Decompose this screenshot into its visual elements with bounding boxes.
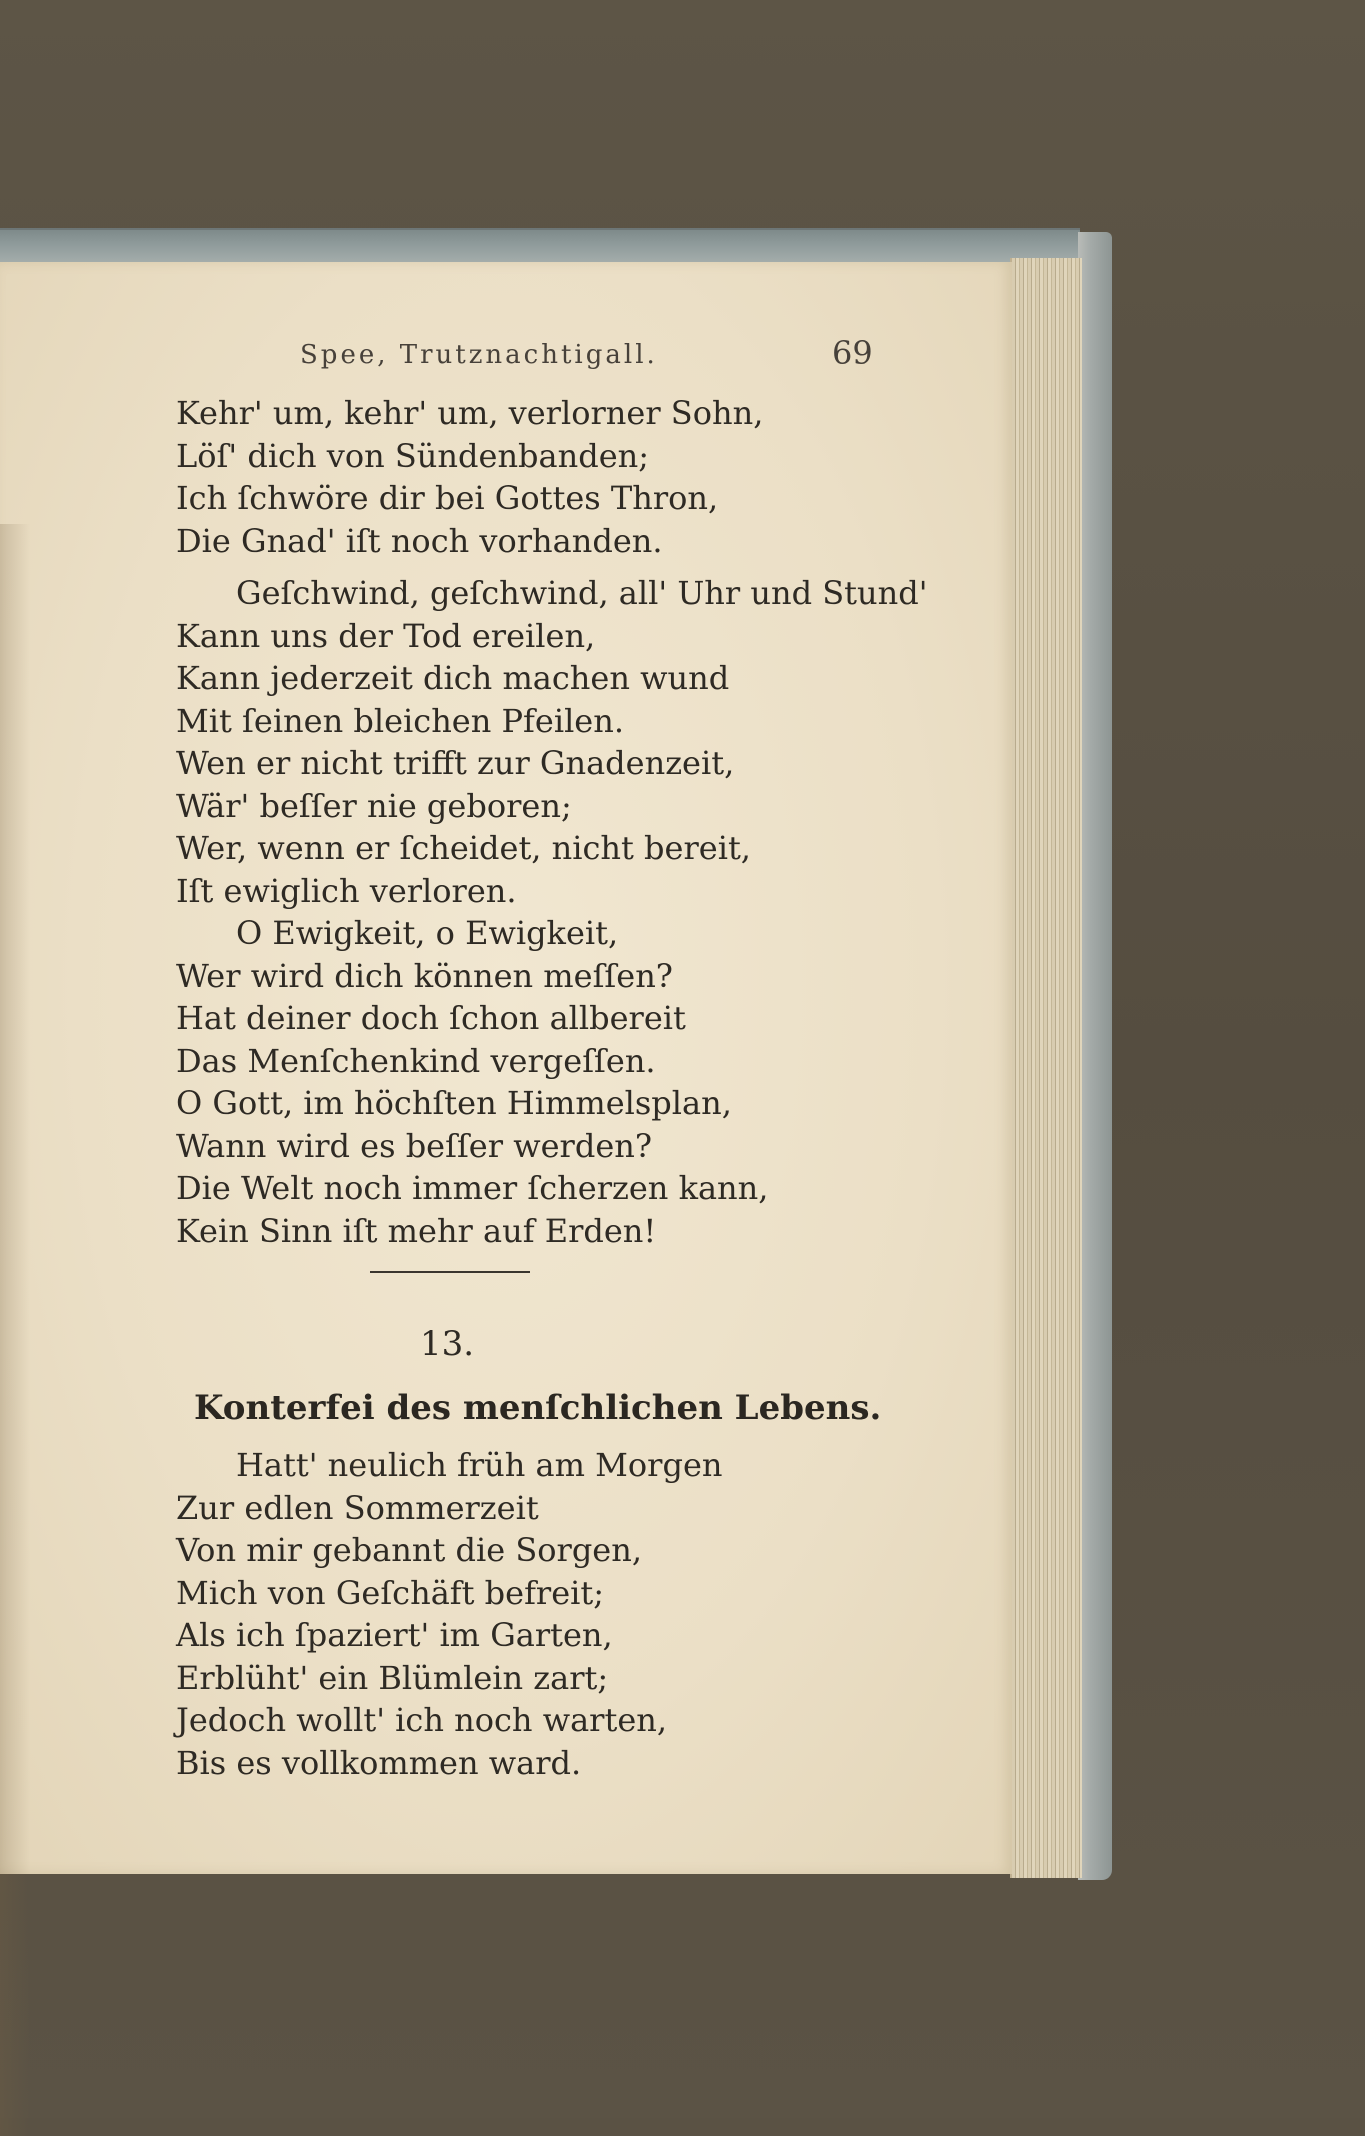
verse-line: Die Gnad' iſt noch vorhanden. bbox=[176, 521, 663, 560]
book-cover-top-edge bbox=[0, 228, 1080, 266]
verse-line: Wann wird es beſſer werden? bbox=[176, 1126, 653, 1165]
verse-line: Bis es vollkommen ward. bbox=[176, 1743, 582, 1782]
verse-line: Hatt' neulich früh am Morgen bbox=[236, 1446, 723, 1484]
verse-line: Wen er nicht trifft zur Gnadenzeit, bbox=[176, 744, 735, 782]
section-divider bbox=[370, 1271, 530, 1273]
page-number: 69 bbox=[832, 334, 873, 372]
verse-line: Kann jederzeit dich machen wund bbox=[176, 659, 730, 697]
verse-line: Iſt ewiglich verloren. bbox=[176, 871, 517, 910]
verse-line: O Ewigkeit, o Ewigkeit, bbox=[236, 914, 619, 952]
stanza-1 bbox=[176, 392, 763, 562]
verse-line: Wer, wenn er ſcheidet, nicht bereit, bbox=[176, 829, 751, 867]
verse-line: Wer wird dich können meſſen? bbox=[176, 956, 673, 995]
verse-line: Jedoch wollt' ich noch warten, bbox=[176, 1701, 668, 1739]
verse-line: Ich ſchwöre dir bei Gottes Thron, bbox=[176, 479, 719, 517]
page-text bbox=[0, 262, 1012, 1874]
verse-line: Die Welt noch immer ſcherzen kann, bbox=[176, 1169, 769, 1207]
verse-line: Mich von Geſchäft befreit; bbox=[176, 1573, 605, 1612]
verse-line: Das Menſchenkind vergeſſen. bbox=[176, 1041, 656, 1080]
verse-line: Mit ſeinen bleichen Pfeilen. bbox=[176, 701, 625, 740]
verse-line: Von mir gebannt die Sorgen, bbox=[176, 1531, 643, 1569]
stanza-2 bbox=[176, 572, 928, 912]
verse-line: Geſchwind, geſchwind, all' Uhr und Stund' bbox=[236, 574, 928, 612]
section-title: Konterfei des menſchlichen Lebens. bbox=[194, 1388, 882, 1428]
verse-line: Kein Sinn iſt mehr auf Erden! bbox=[176, 1211, 657, 1250]
verse-line: Als ich ſpaziert' im Garten, bbox=[176, 1616, 613, 1654]
stanza-3 bbox=[176, 912, 768, 1252]
verse-line: Erblüht' ein Blümlein zart; bbox=[176, 1658, 609, 1697]
running-head: Spee, Trutznachtigall. bbox=[300, 340, 658, 370]
verse-line: Löſ' dich von Sündenbanden; bbox=[176, 436, 650, 475]
verse-line: Kann uns der Tod ereilen, bbox=[176, 616, 596, 655]
verse-line: Kehr' um, kehr' um, verlorner Sohn, bbox=[176, 394, 764, 432]
section-number: 13. bbox=[420, 1324, 475, 1364]
book-page bbox=[0, 262, 1012, 1874]
page-block-edges bbox=[1010, 258, 1082, 1878]
verse-line: Hat deiner doch ſchon allbereit bbox=[176, 999, 686, 1037]
stanza-4 bbox=[176, 1444, 722, 1784]
verse-line: Wär' beſſer nie geboren; bbox=[176, 786, 572, 825]
verse-line: O Gott, im höchſten Himmelsplan, bbox=[176, 1084, 732, 1122]
verse-line: Zur edlen Sommerzeit bbox=[176, 1488, 539, 1527]
book-cover-right-edge bbox=[1078, 232, 1112, 1880]
